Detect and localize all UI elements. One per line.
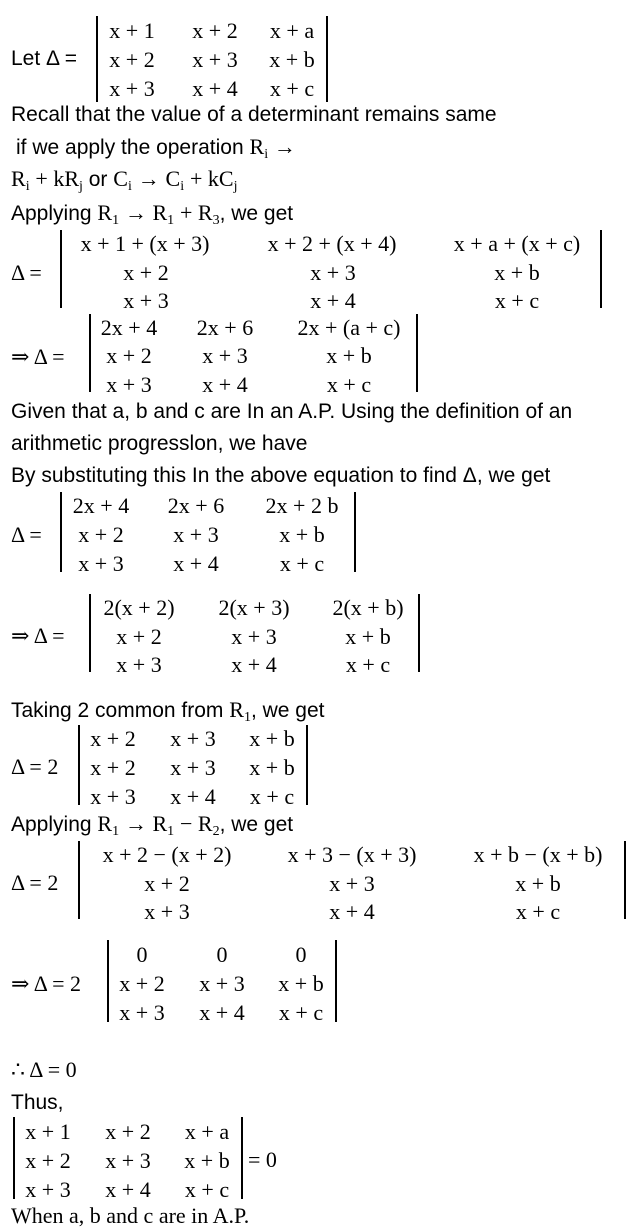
given-line-2: arithmetic progresslon, we have — [11, 432, 308, 455]
m9-r1c2: x + 2 — [105, 1119, 151, 1144]
op3-c2: C — [165, 166, 181, 191]
m9-r2c1: x + 2 — [25, 1148, 71, 1173]
op3-r: R — [11, 166, 26, 191]
m8-r3c1: x + 3 — [119, 1000, 165, 1025]
m5-r1c3: 2(x + b) — [332, 595, 404, 620]
op3-kc-sub: j — [233, 179, 238, 194]
taking-common-line — [11, 697, 325, 725]
delta-eq-m2: Δ = — [11, 260, 42, 285]
op-arrow: → — [273, 134, 296, 159]
m8-r1c3: 0 — [295, 942, 307, 967]
r1-op-we-get: , we get — [219, 202, 294, 225]
taking-common-text: Taking 2 common from — [11, 699, 224, 722]
m4-r3c1: x + 3 — [78, 551, 124, 576]
m7-r3c1: x + 3 — [144, 899, 190, 924]
op-ri — [249, 134, 269, 162]
op3-kr: + kR — [35, 166, 80, 191]
r2-op-arrow: → R — [124, 811, 168, 836]
substitute-line: By substituting this In the above equation to find Δ, we get — [11, 464, 551, 487]
m4-r2c2: x + 3 — [173, 522, 219, 547]
m4-r3c3: x + c — [279, 551, 325, 576]
m7-r1c1: x + 2 − (x + 2) — [102, 842, 232, 867]
m2-r3c3: x + c — [494, 288, 540, 313]
applying-label: Applying — [11, 202, 92, 225]
m6-r2c2: x + 3 — [170, 755, 216, 780]
determinant-m7 — [78, 841, 626, 924]
op3-c: C — [113, 166, 128, 191]
determinant-m6 — [78, 725, 308, 809]
m9-r1c1: x + 1 — [25, 1119, 71, 1144]
m4-r1c2: 2x + 6 — [167, 493, 225, 518]
m1-r1c2: x + 2 — [192, 18, 238, 43]
determinant-m2 — [60, 230, 602, 313]
m1-r1c3: x + a — [269, 18, 315, 43]
m3-r1c3: 2x + (a + c) — [297, 315, 401, 340]
determinant-m9 — [13, 1117, 243, 1202]
m2-r2c2: x + 3 — [310, 260, 356, 285]
op3-r-sub: i — [25, 179, 30, 194]
op3-c-sub: i — [127, 179, 132, 194]
determinant-m5 — [89, 594, 420, 677]
m9-r2c2: x + 3 — [105, 1148, 151, 1173]
m1-r1c1: x + 1 — [109, 18, 155, 43]
determinant-m1 — [96, 16, 328, 102]
r1-op-sub3: 3 — [212, 213, 220, 228]
op-ri-r: R — [249, 134, 265, 159]
m9-r1c3: x + a — [184, 1119, 230, 1144]
m7-r2c1: x + 2 — [144, 871, 190, 896]
m7-r1c2: x + 3 − (x + 3) — [287, 842, 417, 867]
m1-r3c2: x + 4 — [192, 76, 238, 101]
determinant-m4 — [60, 492, 356, 576]
m1-r3c1: x + 3 — [109, 76, 155, 101]
let-delta-label: Let Δ = — [11, 47, 77, 70]
m4-r2c1: x + 2 — [78, 522, 124, 547]
op3-or: or — [88, 168, 108, 191]
m6-r1c3: x + b — [249, 726, 295, 751]
implies-delta-m5: ⇒ Δ = — [11, 623, 65, 648]
m1-r2c2: x + 3 — [192, 47, 238, 72]
taking-r-sub: 1 — [243, 710, 251, 725]
m4-r2c3: x + b — [279, 522, 325, 547]
r1-op-sub2: 1 — [167, 213, 175, 228]
determinant-m3 — [89, 314, 418, 397]
m7-r1c3: x + b − (x + b) — [473, 842, 603, 867]
m9-r2c3: x + b — [184, 1148, 230, 1173]
m3-r3c3: x + c — [326, 372, 372, 397]
m8-r1c1: 0 — [136, 942, 148, 967]
applying-r1-r2 — [11, 811, 294, 839]
r2-op-sub3: 2 — [212, 824, 220, 839]
m8-r1c2: 0 — [216, 942, 228, 967]
taking-tail: , we get — [250, 699, 325, 722]
conclusion-line: When a, b and c are in A.P. — [11, 1203, 250, 1228]
r1-op-arrow: → R — [124, 200, 168, 225]
m7-r2c3: x + b — [515, 871, 561, 896]
m2-r1c3: x + a + (x + c) — [453, 231, 581, 256]
m7-r2c2: x + 3 — [329, 871, 375, 896]
m5-r3c2: x + 4 — [231, 652, 277, 677]
m6-r1c1: x + 2 — [90, 726, 136, 751]
m6-r1c2: x + 3 — [170, 726, 216, 751]
m3-r1c2: 2x + 6 — [196, 315, 254, 340]
m3-r3c1: x + 3 — [106, 372, 152, 397]
m9-r3c2: x + 4 — [105, 1177, 151, 1202]
r1-op-plus: + R — [179, 200, 213, 225]
r2-op-r: R — [97, 811, 113, 836]
op-ri-sub: i — [264, 147, 269, 162]
op3-kc: + kC — [189, 166, 234, 191]
op3-kr-sub: j — [79, 179, 83, 194]
m5-r3c1: x + 3 — [116, 652, 162, 677]
m1-r3c3: x + c — [269, 76, 315, 101]
r1-op-r: R — [97, 200, 113, 225]
determinant-m8 — [107, 940, 337, 1025]
m8-r2c2: x + 3 — [199, 971, 245, 996]
m9-r3c1: x + 3 — [25, 1177, 71, 1202]
m5-r1c1: 2(x + 2) — [103, 595, 175, 620]
m3-r2c1: x + 2 — [106, 343, 152, 368]
m6-r3c3: x + c — [249, 784, 295, 809]
m6-r3c1: x + 3 — [90, 784, 136, 809]
delta-eq-m4: Δ = — [11, 522, 42, 547]
op3-c2-sub: i — [180, 179, 185, 194]
m7-r3c3: x + c — [515, 899, 561, 924]
m2-r2c1: x + 2 — [123, 260, 169, 285]
r2-op-sub1: 1 — [112, 824, 120, 839]
taking-r: R — [229, 697, 244, 722]
m2-r3c1: x + 3 — [123, 288, 169, 313]
applying-r1-r3 — [11, 200, 294, 228]
m2-r2c3: x + b — [494, 260, 540, 285]
r2-op-we-get: , we get — [219, 813, 294, 836]
given-line-1: Given that a, b and c are In an A.P. Using the definition of an — [11, 400, 573, 423]
m6-r3c2: x + 4 — [170, 784, 216, 809]
m3-r3c2: x + 4 — [202, 372, 248, 397]
delta-eq-2-m7: Δ = 2 — [11, 870, 59, 895]
thus-label: Thus, — [11, 1091, 64, 1114]
m7-r3c2: x + 4 — [329, 899, 375, 924]
m3-r2c3: x + b — [326, 343, 372, 368]
r2-op-minus: − R — [179, 811, 213, 836]
m8-r2c1: x + 2 — [119, 971, 165, 996]
m6-r2c1: x + 2 — [90, 755, 136, 780]
m8-r3c3: x + c — [278, 1000, 324, 1025]
m2-r3c2: x + 4 — [310, 288, 356, 313]
m5-r2c3: x + b — [345, 624, 391, 649]
r1-op-sub1: 1 — [112, 213, 120, 228]
recall-line-2-text: if we apply the operation — [16, 136, 244, 159]
r2-op-sub2: 1 — [167, 824, 175, 839]
m8-r3c2: x + 4 — [199, 1000, 245, 1025]
implies-delta-m3: ⇒ Δ = — [11, 344, 65, 369]
operation-line-3 — [11, 166, 238, 194]
m2-r1c1: x + 1 + (x + 3) — [80, 231, 210, 256]
m1-r2c1: x + 2 — [109, 47, 155, 72]
m5-r2c2: x + 3 — [231, 624, 277, 649]
therefore-line: ∴ Δ = 0 — [11, 1057, 77, 1082]
m2-r1c2: x + 2 + (x + 4) — [267, 231, 397, 256]
m9-r3c3: x + c — [184, 1177, 230, 1202]
m4-r1c1: 2x + 4 — [72, 493, 130, 518]
m5-r3c3: x + c — [345, 652, 391, 677]
m5-r1c2: 2(x + 3) — [218, 595, 290, 620]
applying2-label: Applying — [11, 813, 92, 836]
implies-delta-2-m8: ⇒ Δ = 2 — [11, 971, 82, 996]
m4-r3c2: x + 4 — [173, 551, 219, 576]
m4-r1c3: 2x + 2 b — [265, 493, 339, 518]
m1-r2c3: x + b — [269, 47, 315, 72]
equals-zero: = 0 — [248, 1147, 277, 1172]
m5-r2c1: x + 2 — [116, 624, 162, 649]
m8-r2c3: x + b — [278, 971, 324, 996]
m3-r2c2: x + 3 — [202, 343, 248, 368]
m6-r2c3: x + b — [249, 755, 295, 780]
op3-arrow: → — [137, 166, 160, 191]
m3-r1c1: 2x + 4 — [100, 315, 158, 340]
recall-line-1: Recall that the value of a determinant remains same — [11, 103, 497, 126]
recall-line-2 — [16, 134, 296, 162]
delta-eq-2-m6: Δ = 2 — [11, 754, 59, 779]
